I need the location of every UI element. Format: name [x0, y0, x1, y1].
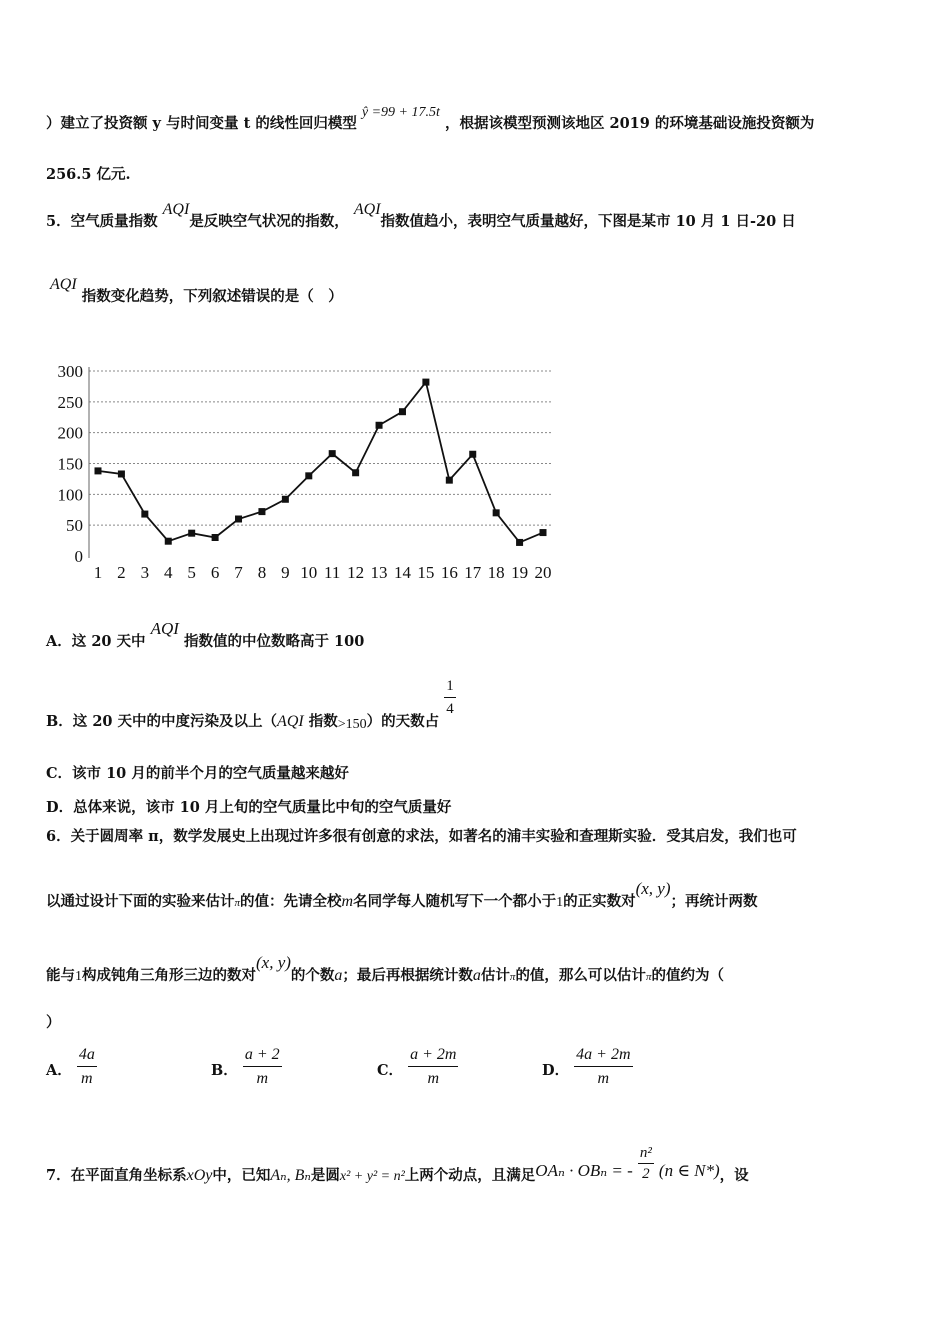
x-tick-label: 5: [187, 563, 196, 582]
q5-part1: 空气质量指数: [70, 213, 158, 230]
q7-frac-den: 2: [642, 1166, 650, 1182]
q6-xy-1: (x, y): [635, 879, 671, 898]
chart-grid: [89, 371, 552, 525]
q6-option-c-label: C．: [377, 1062, 404, 1079]
q7-stem-line1: [46, 1138, 749, 1184]
x-tick-label: 20: [534, 563, 552, 582]
q7-part3: 是圆: [310, 1167, 340, 1184]
q4-regression-formula: ŷ =99 + 17.5t: [361, 105, 440, 120]
q6-a-2: a: [472, 967, 481, 984]
q7-part2: 中，已知: [212, 1167, 271, 1184]
x-tick-label: 2: [117, 563, 126, 582]
q5-option-c-text: 该市 10 月的前半个月的空气质量越来越好: [72, 765, 349, 782]
q5-option-b-frac-num: 1: [444, 678, 456, 698]
q5-aqi-1: AQI: [162, 201, 190, 218]
q6-line3-a: 能与: [46, 967, 75, 984]
q6-line2-e: ；再统计两数: [670, 893, 758, 910]
q6-line3-f: 的值，那么可以估计: [515, 967, 646, 984]
q5-number: 5．: [46, 213, 71, 230]
x-tick-label: 13: [370, 563, 388, 582]
x-tick-label: 9: [281, 563, 290, 582]
x-tick-label: 19: [511, 563, 529, 582]
q6-stem-line3: [46, 953, 724, 984]
q7-frac-num: n²: [638, 1146, 654, 1164]
q6-line3-b: 构成钝角三角形三边的数对: [82, 967, 256, 984]
q6-option-d-num: 4a + 2m: [574, 1046, 632, 1067]
q6-stem-line2: [46, 879, 758, 910]
data-point: [212, 534, 219, 541]
x-tick-label: 17: [464, 563, 482, 582]
y-tick-label: 150: [57, 454, 83, 474]
q6-option-d-label: D．: [542, 1062, 570, 1079]
data-point: [493, 509, 500, 516]
data-point: [469, 451, 476, 458]
q6-line3-c: 的个数: [290, 967, 335, 984]
q5-option-b[interactable]: [46, 678, 456, 732]
q6-option-c-fraction: [408, 1046, 458, 1088]
data-point: [188, 530, 195, 537]
q6-option-a-num: 4a: [77, 1046, 97, 1067]
x-tick-label: 16: [440, 563, 458, 582]
q6-option-b[interactable]: [211, 1046, 282, 1088]
q5-option-c[interactable]: [46, 762, 349, 783]
y-tick-label: 300: [57, 362, 83, 381]
data-point: [118, 470, 125, 477]
y-tick-label: 200: [57, 423, 83, 443]
q5-option-d-text: 总体来说，该市 10 月上旬的空气质量比中旬的空气质量好: [73, 799, 452, 816]
q5-option-a-pre: 这 20 天中: [71, 633, 146, 650]
q5-option-a-aqi: AQI: [150, 619, 179, 638]
data-point: [329, 450, 336, 457]
q7-condition: (n ∈ N*): [658, 1161, 720, 1180]
data-point: [422, 379, 429, 386]
q6-line2-a: 以通过设计下面的实验来估计: [46, 893, 235, 910]
x-tick-label: 4: [164, 563, 173, 582]
q6-option-b-label: B．: [211, 1062, 238, 1079]
q5-aqi-2: AQI: [353, 201, 381, 218]
q5-option-b-cond: >150: [337, 717, 367, 732]
data-point: [376, 422, 383, 429]
q6-line2-c: 名同学每人随机写下一个都小于: [353, 893, 557, 910]
q6-line3-d: ；最后再根据统计数: [342, 967, 473, 984]
q5-part2: 是反映空气状况的指数，: [189, 213, 349, 230]
q6-option-a[interactable]: [46, 1046, 97, 1088]
q7-xoy: xOy: [186, 1167, 213, 1184]
q5-option-b-aqi: AQI: [277, 713, 304, 730]
chart-x-ticks: [94, 563, 552, 582]
data-point: [165, 538, 172, 545]
q6-one-2: 1: [75, 969, 82, 984]
q6-number: 6．: [46, 828, 71, 845]
q6-option-b-den: m: [256, 1070, 268, 1087]
y-tick-label: 50: [66, 516, 83, 536]
q6-one-1: 1: [556, 895, 564, 910]
q6-pi-1: π: [234, 897, 241, 909]
x-tick-label: 12: [347, 563, 365, 582]
q4-answer-line: 256.5 亿元.: [46, 166, 131, 183]
q5-option-b-frac-den: 4: [446, 701, 454, 717]
q6-line3-e: 估计: [480, 967, 510, 984]
q6-option-d-den: m: [597, 1070, 610, 1087]
q5-option-b-label: B．: [46, 713, 73, 730]
q5-option-c-label: C．: [46, 765, 73, 782]
data-point: [305, 472, 312, 479]
data-point: [516, 539, 523, 546]
data-point: [352, 469, 359, 476]
aqi-line-chart: [52, 358, 562, 590]
q7-part1: 在平面直角坐标系: [70, 1167, 187, 1184]
q6-xy-2: (x, y): [256, 953, 291, 972]
q6-line2-b: 的值：先请全校: [240, 893, 342, 910]
q6-a-1: a: [334, 967, 343, 984]
q6-option-c-num: a + 2m: [408, 1046, 458, 1067]
q6-option-a-fraction: [77, 1046, 97, 1088]
q6-option-a-den: m: [81, 1070, 93, 1087]
q7-part4: 上两个动点，且满足: [404, 1167, 536, 1184]
q6-option-b-num: a + 2: [243, 1046, 282, 1067]
q5-option-a[interactable]: [46, 619, 365, 651]
data-point: [258, 508, 265, 515]
x-tick-label: 15: [417, 563, 435, 582]
x-tick-label: 7: [234, 563, 243, 582]
q6-option-b-fraction: [243, 1046, 282, 1088]
q7-anbn: Aₙ, Bₙ: [270, 1167, 311, 1184]
q5-stem-line2: [46, 276, 343, 305]
q6-line3-g: 的值约为（: [651, 967, 724, 984]
q6-line2-d: 的正实数对: [563, 893, 636, 910]
q5-aqi-3: AQI: [50, 276, 77, 293]
q7-circle-equation: x² + y² = n²: [339, 1169, 405, 1184]
chart-y-ticks: [58, 362, 84, 566]
q6-option-a-label: A．: [46, 1062, 72, 1079]
data-point: [399, 408, 406, 415]
q6-m-1: m: [341, 893, 354, 910]
y-tick-label: 0: [74, 547, 83, 566]
q4-text-after: ，根据该模型预测该地区 2019 的环境基础设施投资额为: [444, 115, 815, 132]
q7-part5: ，设: [719, 1167, 749, 1184]
x-tick-label: 1: [93, 563, 103, 582]
q5-option-a-post: 指数值的中位数略高于 100: [184, 633, 365, 650]
q5-option-b-fraction: [444, 678, 456, 718]
q6-option-c[interactable]: [377, 1046, 458, 1088]
q6-pi-3: π: [645, 971, 652, 983]
y-tick-label: 100: [57, 485, 83, 505]
data-point: [95, 467, 102, 474]
q7-dot-product: OAₙ · OBₙ = -: [535, 1161, 633, 1180]
data-point: [141, 511, 148, 518]
x-tick-label: 10: [300, 563, 318, 582]
q7-fraction: [638, 1146, 654, 1182]
q5-option-a-label: A．: [46, 633, 72, 650]
aqi-series-line: [98, 382, 543, 542]
q5-part3: 指数值趋小，表明空气质量越好，下图是某市 10 月 1 日-20 日: [380, 213, 796, 230]
q6-stem-line4: ）: [46, 1014, 61, 1031]
q6-option-d[interactable]: [542, 1046, 633, 1088]
data-point: [540, 529, 547, 536]
q6-stem-line1: [46, 830, 797, 845]
q5-option-d[interactable]: [46, 796, 451, 817]
q4-regression-line: [46, 105, 815, 132]
q4-text-before: ）建立了投资额 y 与时间变量 t 的线性回归模型: [46, 115, 357, 132]
q7-number: 7．: [46, 1167, 71, 1184]
x-tick-label: 18: [487, 563, 505, 582]
data-point: [235, 516, 242, 523]
q6-option-c-den: m: [427, 1070, 440, 1087]
q6-line1: 关于圆周率 π，数学发展史上出现过许多很有创意的求法，如著名的浦丰实验和查理斯实验．受其启发，我们也可: [70, 828, 797, 845]
x-tick-label: 11: [324, 563, 341, 582]
x-tick-label: 8: [257, 563, 267, 582]
y-tick-label: 250: [57, 392, 83, 412]
q6-option-d-fraction: [574, 1046, 632, 1088]
q5-option-b-pre: 这 20 天中的中度污染及以上（: [72, 713, 278, 730]
data-point: [446, 477, 453, 484]
x-tick-label: 14: [393, 563, 411, 582]
q5-option-b-post: ）的天数占: [366, 713, 440, 730]
q5-part4: 指数变化趋势，下列叙述错误的是（ ）: [81, 288, 343, 305]
aqi-series-points: [95, 379, 547, 546]
q5-stem-line1: [46, 201, 796, 230]
q5-option-b-mid: 指数: [308, 713, 338, 730]
x-tick-label: 6: [210, 563, 220, 582]
data-point: [282, 496, 289, 503]
q5-option-d-label: D．: [46, 799, 74, 816]
q6-pi-2: π: [509, 971, 516, 983]
x-tick-label: 3: [140, 563, 150, 582]
